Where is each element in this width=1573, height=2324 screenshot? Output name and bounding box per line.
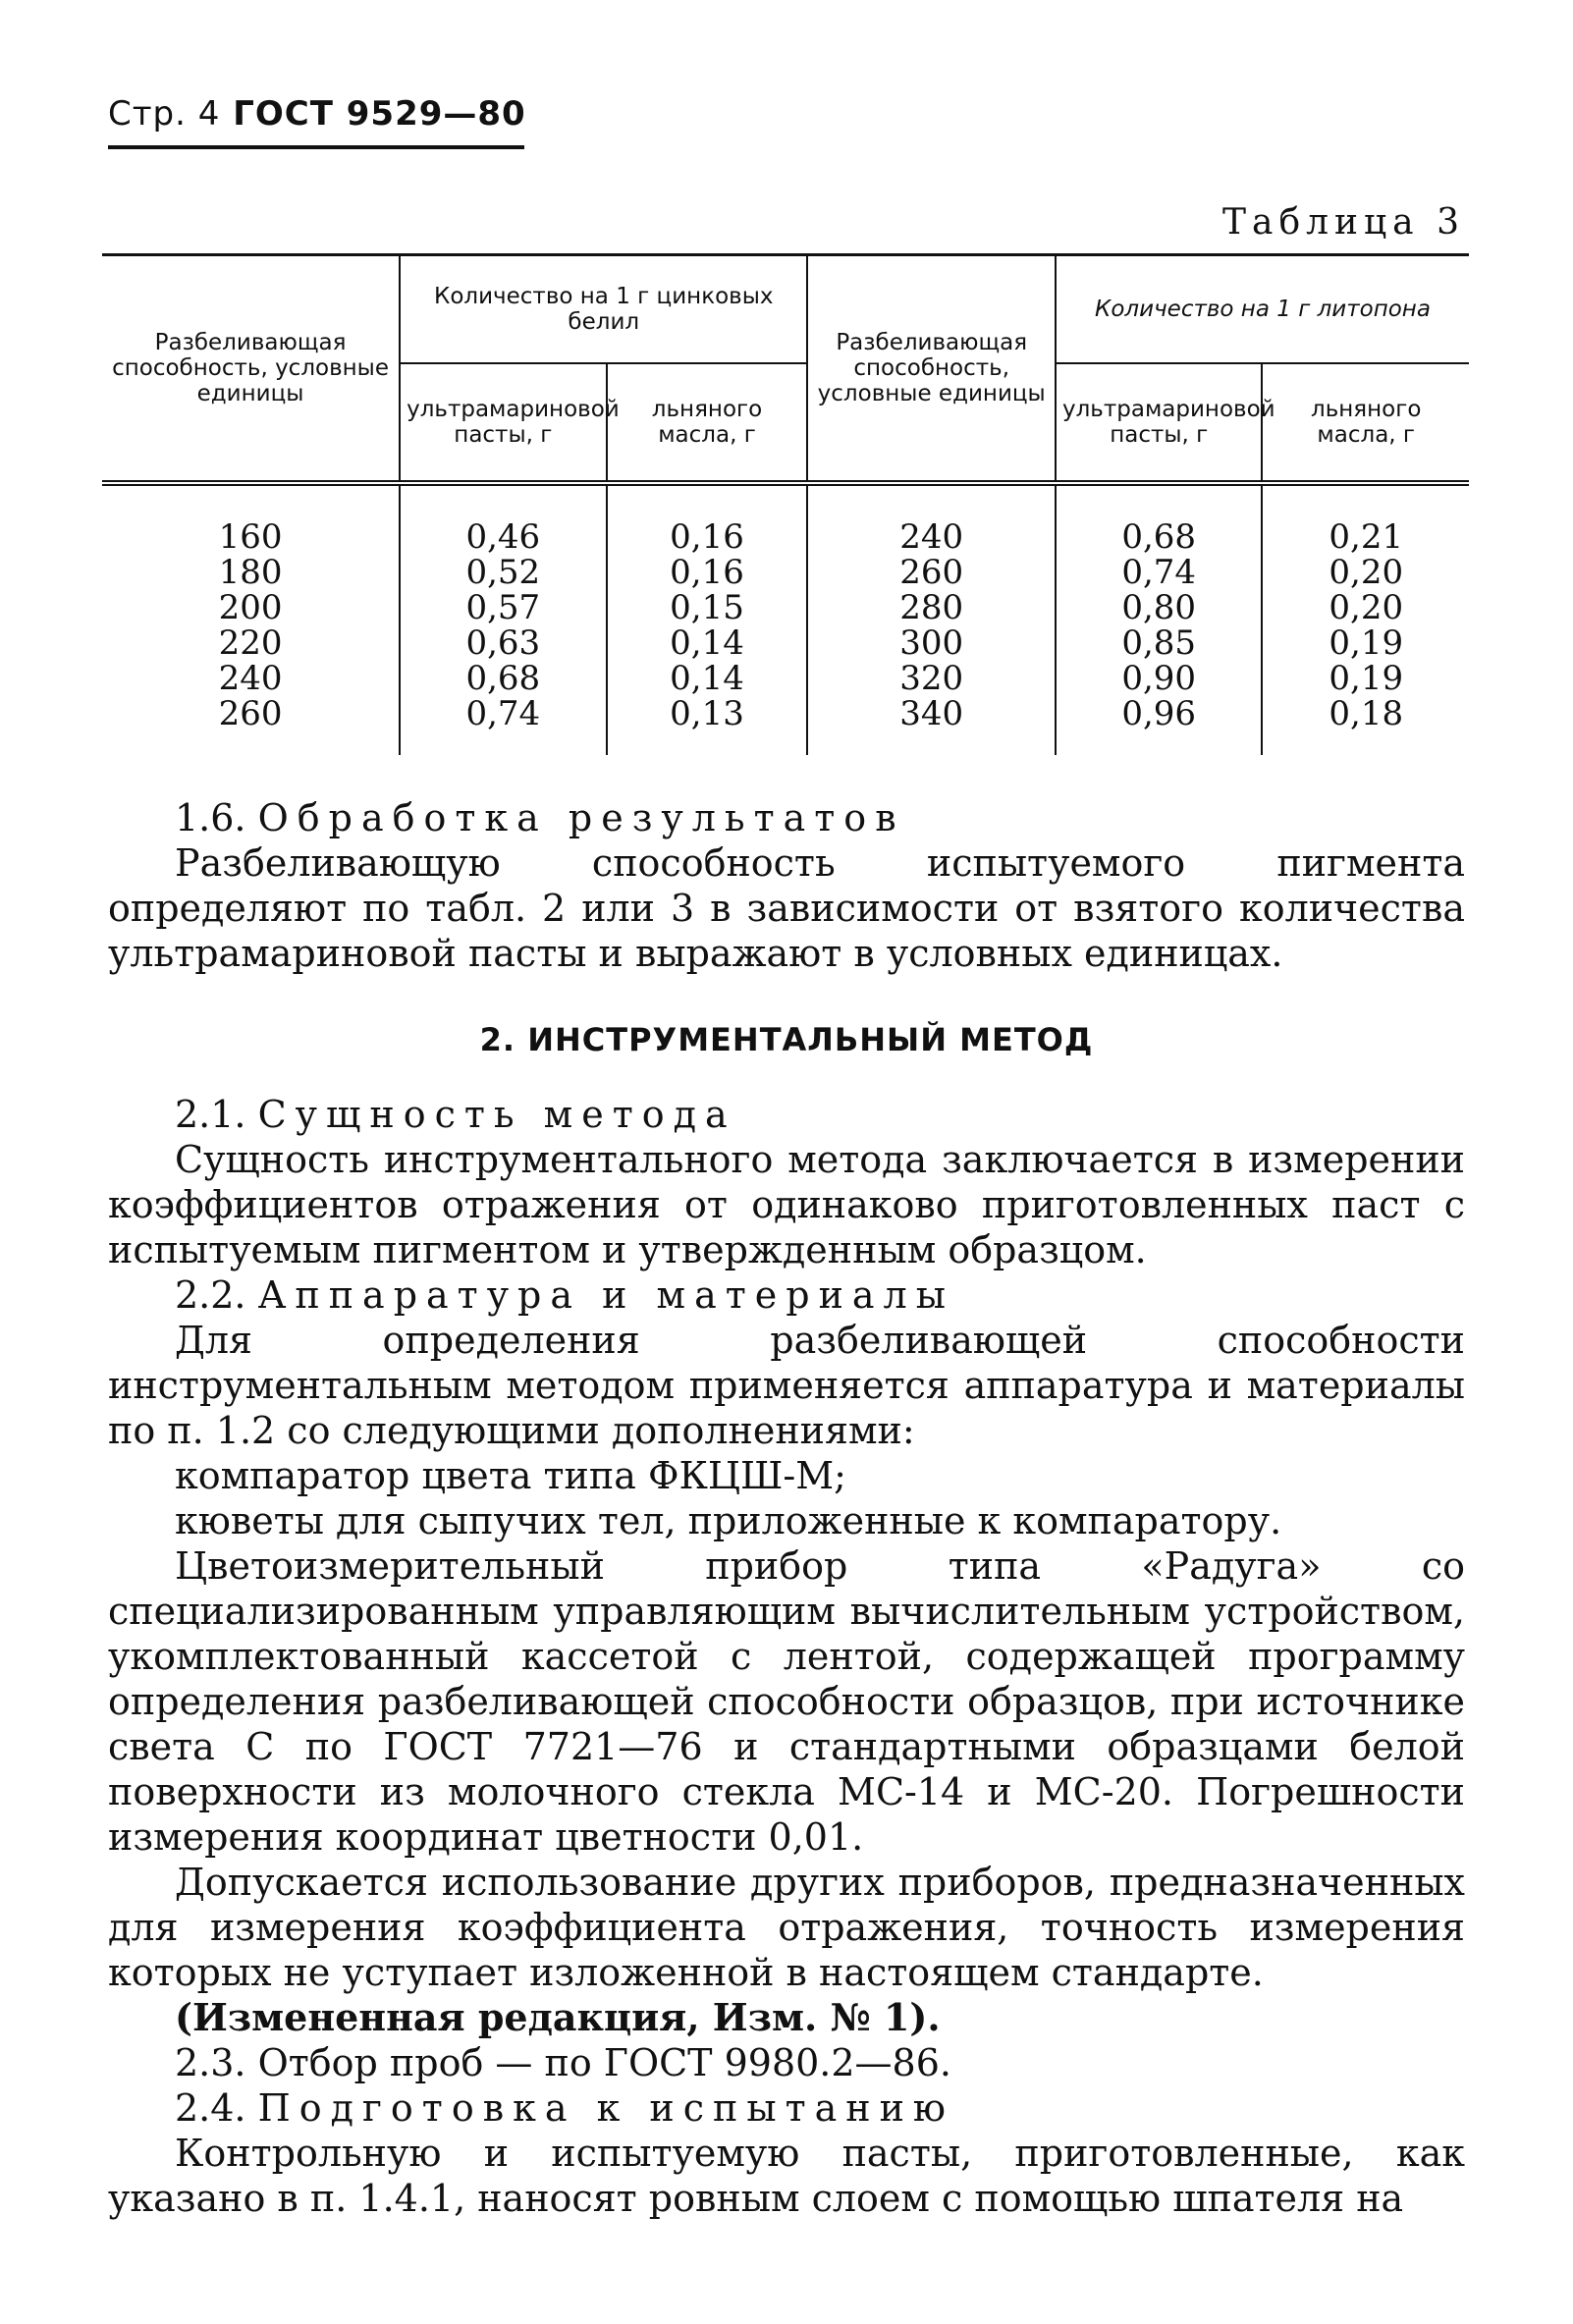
table-cell: 0,20: [1329, 588, 1404, 627]
header-rule: [108, 145, 524, 149]
list-item: кюветы для сыпучих тел, приложенные к компаратору.: [175, 1499, 1282, 1542]
sub-header-zinc-oil: льняного масла, г: [607, 363, 808, 483]
table-cell: 0,68: [465, 659, 541, 698]
section-2-4-heading: [108, 2085, 1465, 2131]
section-1-6: [108, 795, 1465, 976]
zinc-oil-col: [607, 483, 808, 755]
group-header-lithopone: Количество на 1 г литопона: [1056, 255, 1469, 364]
paragraph: Допускается использование других приборов, предназначенных для измерения коэффициента отражения, точность измерения которых не уступает изложенной в настоящем стандарте.: [108, 1861, 1465, 1994]
page-header: [108, 94, 526, 134]
zinc-whitening-col: [102, 483, 400, 755]
section-title: Аппаратура и материалы: [257, 1273, 954, 1317]
section-2-heading: 2. ИНСТРУМЕНТАЛЬНЫЙ МЕТОД: [479, 1021, 1094, 1058]
table-cell: 300: [899, 623, 964, 663]
table-cell: 0,74: [465, 694, 541, 733]
col-header-whitening-lithopone: Разбеливающая способность, условные единицы: [807, 255, 1056, 484]
paragraph: Разбеливающую способность испытуемого пигмента определяют по табл. 2 или 3 в зависимости от взятого количества ультрамариновой пасты и выражают в условных единицах.: [108, 841, 1465, 975]
table-cell: 160: [218, 517, 283, 557]
table-caption: Таблица 3: [1222, 202, 1465, 243]
sub-header-zinc-ultramarine: ультрамариновой пасты, г: [400, 363, 606, 483]
paragraph: Сущность инструментального метода заключается в измерении коэффициентов отражения от одинаково приготовленных паст с испытуемым пигментом и утвержденным образцом.: [108, 1138, 1465, 1271]
table-cell: 0,19: [1329, 623, 1404, 663]
table-cell: 0,21: [1329, 517, 1404, 557]
section-number: 2.4.: [175, 2086, 246, 2130]
table-cell: 0,52: [465, 553, 541, 592]
table-cell: 0,80: [1121, 588, 1197, 627]
page-number: Стр. 4: [108, 94, 221, 134]
table-cell: 0,85: [1121, 623, 1197, 663]
paragraph: Цветоизмерительный прибор типа «Радуга» со специализированным управляющим вычислительным устройством, укомплектованный кассетой с лентой, содержащей программу определения разбеливающей способности образцов, при источнике света С по ГОСТ 7721—76 и стандартными образцами белой поверхности из молочного стекла МС-14 и МС-20. Погрешности измерения координат цветности 0,01.: [108, 1544, 1465, 1859]
lithopone-whitening-col: [807, 483, 1056, 755]
table-cell: 280: [899, 588, 964, 627]
table-cell: 0,19: [1329, 659, 1404, 698]
table-cell: 260: [899, 553, 964, 592]
lithopone-ultramarine-col: [1056, 483, 1262, 755]
paragraph: Контрольную и испытуемую пасты, приготовленные, как указано в п. 1.4.1, наносят ровным слоем с помощью шпателя на: [108, 2132, 1465, 2220]
table-cell: 240: [899, 517, 964, 557]
amendment-note: (Измененная редакция, Изм. № 1).: [175, 1995, 941, 2039]
table-cell: 0,20: [1329, 553, 1404, 592]
section-title: Сущность метода: [257, 1093, 736, 1136]
section-title: Подготовка к испытанию: [257, 2086, 955, 2130]
table-cell: 0,68: [1121, 517, 1197, 557]
table-cell: 240: [218, 659, 283, 698]
table-cell: 0,16: [670, 517, 744, 557]
table-cell: 0,14: [670, 659, 744, 698]
table-cell: 0,16: [670, 553, 744, 592]
section-2-1-heading: [108, 1092, 1465, 1137]
table-cell: 0,96: [1121, 694, 1197, 733]
group-header-zinc: Количество на 1 г цинковых белил: [400, 255, 807, 364]
table-cell: 320: [899, 659, 964, 698]
table-cell: 260: [218, 694, 283, 733]
table-cell: 0,57: [465, 588, 541, 627]
section-number: 2.1.: [175, 1093, 246, 1136]
table-cell: 200: [218, 588, 283, 627]
table-cell: 0,13: [670, 694, 744, 733]
section-2-2-heading: [108, 1272, 1465, 1318]
sub-header-lithopone-oil: льняного масла, г: [1262, 363, 1469, 483]
section-number: 2.2.: [175, 1273, 246, 1317]
table-cell: 0,15: [670, 588, 744, 627]
section-2-3: 2.3. Отбор проб — по ГОСТ 9980.2—86.: [175, 2041, 951, 2084]
table-cell: 0,74: [1121, 553, 1197, 592]
standard-code: ГОСТ 9529—80: [233, 94, 526, 134]
table-cell: 0,90: [1121, 659, 1197, 698]
section-2-body: [108, 1092, 1465, 2221]
zinc-ultramarine-col: [400, 483, 606, 755]
sub-header-lithopone-ultramarine: ультрамариновой пасты, г: [1056, 363, 1262, 483]
lithopone-oil-col: [1262, 483, 1469, 755]
table-cell: 0,46: [465, 517, 541, 557]
list-item: компаратор цвета типа ФКЦШ-М;: [175, 1454, 846, 1497]
section-title: Обработка результатов: [257, 796, 905, 839]
table-3: [102, 253, 1469, 755]
table-body-row: [102, 483, 1469, 755]
table-cell: 340: [899, 694, 964, 733]
col-header-whitening-zinc: Разбеливающая способность, условные единицы: [102, 255, 400, 484]
section-number: 1.6.: [175, 796, 246, 839]
table-cell: 220: [218, 623, 283, 663]
table-cell: 0,14: [670, 623, 744, 663]
table-cell: 180: [218, 553, 283, 592]
section-1-6-heading: [108, 795, 1465, 840]
table-cell: 0,18: [1329, 694, 1404, 733]
table-cell: 0,63: [465, 623, 541, 663]
paragraph: Для определения разбеливающей способности инструментальным методом применяется аппаратура и материалы по п. 1.2 со следующими дополнениями:: [108, 1319, 1465, 1452]
